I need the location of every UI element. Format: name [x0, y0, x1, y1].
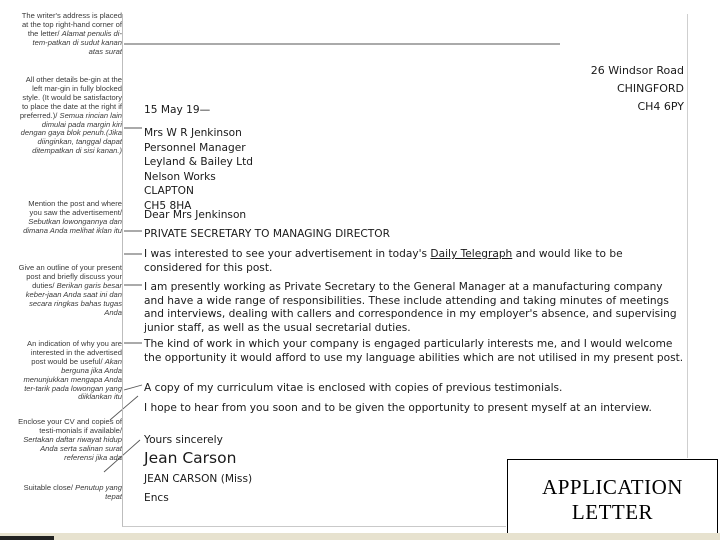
address-line: CH4 6PY [637, 100, 684, 113]
bottom-strip-dark [0, 536, 54, 540]
bottom-strip [0, 533, 720, 540]
paragraph-5: I hope to hear from you soon and to be given the opportunity to present myself at an interview. [144, 402, 652, 414]
recipient-line: Nelson Works [144, 170, 216, 183]
note-text-en: Suitable close/ [23, 483, 73, 492]
note-text-en: Enclose your CV and copies of testi-monials if available/ [18, 417, 122, 435]
paragraph-1 [144, 248, 684, 275]
newspaper-name: Daily Telegraph [430, 248, 513, 260]
recipient-block [144, 126, 253, 214]
note-address [18, 12, 122, 57]
note-text-en: Give an outline of your present post and briefly discuss your duties/ [18, 263, 122, 290]
recipient-line: Personnel Manager [144, 141, 246, 154]
note-text-en: All other details be-gin at the left mar-gin in fully blocked style. (It would be satisfactory to place the date at the right if preferred.)/ [19, 75, 122, 120]
note-outline [18, 264, 122, 317]
recipient-line: Mrs W R Jenkinson [144, 127, 242, 139]
note-text-id: Penutup yang tepat [75, 483, 122, 501]
note-text-id: Alamat penulis di-tem-patkan di sudut kanan atas surat [32, 28, 122, 56]
p1-text-end: and would like to be considered for this post. [144, 248, 623, 274]
recipient-line: CLAPTON [144, 185, 194, 198]
enclosure-note: Encs [144, 492, 169, 504]
address-line: CHINGFORD [616, 82, 684, 95]
note-enclose-cv [18, 418, 122, 463]
sender-address [591, 62, 684, 116]
typed-name: JEAN CARSON (Miss) [144, 473, 253, 485]
paragraph-2: I am presently working as Private Secretary to the General Manager at a manufacturing company and have a wide range of responsibilities. These include attending and taking minutes of meetings and interviews, dealing with callers and correspondence in my employer's absence, and supervising junior staff, as well as the usual secretarial duties. [144, 281, 677, 334]
note-text-id: Akan berguna jika Anda menunjukkan mengapa Anda ter-tarik pada lowongan yang diiklankan itu [23, 356, 122, 402]
p1-text: I was interested to see your advertisement in today's [144, 248, 431, 260]
note-interest [18, 340, 122, 402]
recipient-line: Leyland & Bailey Ltd [144, 156, 253, 169]
note-text-id: Semua rincian lain dimulai pada margin kiri dengan gaya blok penuh.(Jika diinginkan, tanggal dapat ditempatkan di sisi kanan.) [20, 110, 122, 156]
note-text-en: The writer's address is placed at the top right-hand corner of the letter/ [21, 11, 122, 38]
paragraph-4: A copy of my curriculum vitae is enclosed with copies of previous testimonials. [144, 382, 563, 394]
label-line-2: LETTER [571, 499, 654, 524]
salutation: Dear Mrs Jenkinson [144, 209, 247, 221]
address-line: 26 Windsor Road [590, 64, 684, 77]
subject-line: PRIVATE SECRETARY TO MANAGING DIRECTOR [144, 228, 390, 240]
paragraph-3: The kind of work in which your company is engaged particularly interests me, and I would welcome the opportunity it would afford to use my language abilities which are not utilised in my present post. [144, 338, 684, 364]
note-mention-post [18, 200, 122, 236]
note-text-en: Mention the post and where you saw the advertisement/ [28, 199, 122, 217]
note-text-id: Berikan garis besar keber-jaan Anda saat ini dan secara ringkas bahas tugas Anda [25, 280, 122, 317]
label-line-1: APPLICATION [542, 474, 683, 499]
note-close [18, 484, 122, 502]
note-text-en: An indication of why you are interested in the advertised post would be useful/ [27, 339, 122, 366]
letter-date: 15 May 19— [144, 104, 211, 116]
note-layout [18, 76, 122, 156]
recipient-line: CH5 8HA [144, 199, 192, 212]
note-text-id: Sertakan daftar riwayat hidup Anda serta salinan surat referensi jika ada [23, 434, 122, 462]
note-text-id: Sebutkan lowongannya dan dimana Anda melihat iklan itu [23, 216, 122, 235]
closing: Yours sincerely [144, 434, 223, 446]
signature: Jean Carson [144, 449, 237, 467]
application-letter-label [507, 459, 718, 540]
